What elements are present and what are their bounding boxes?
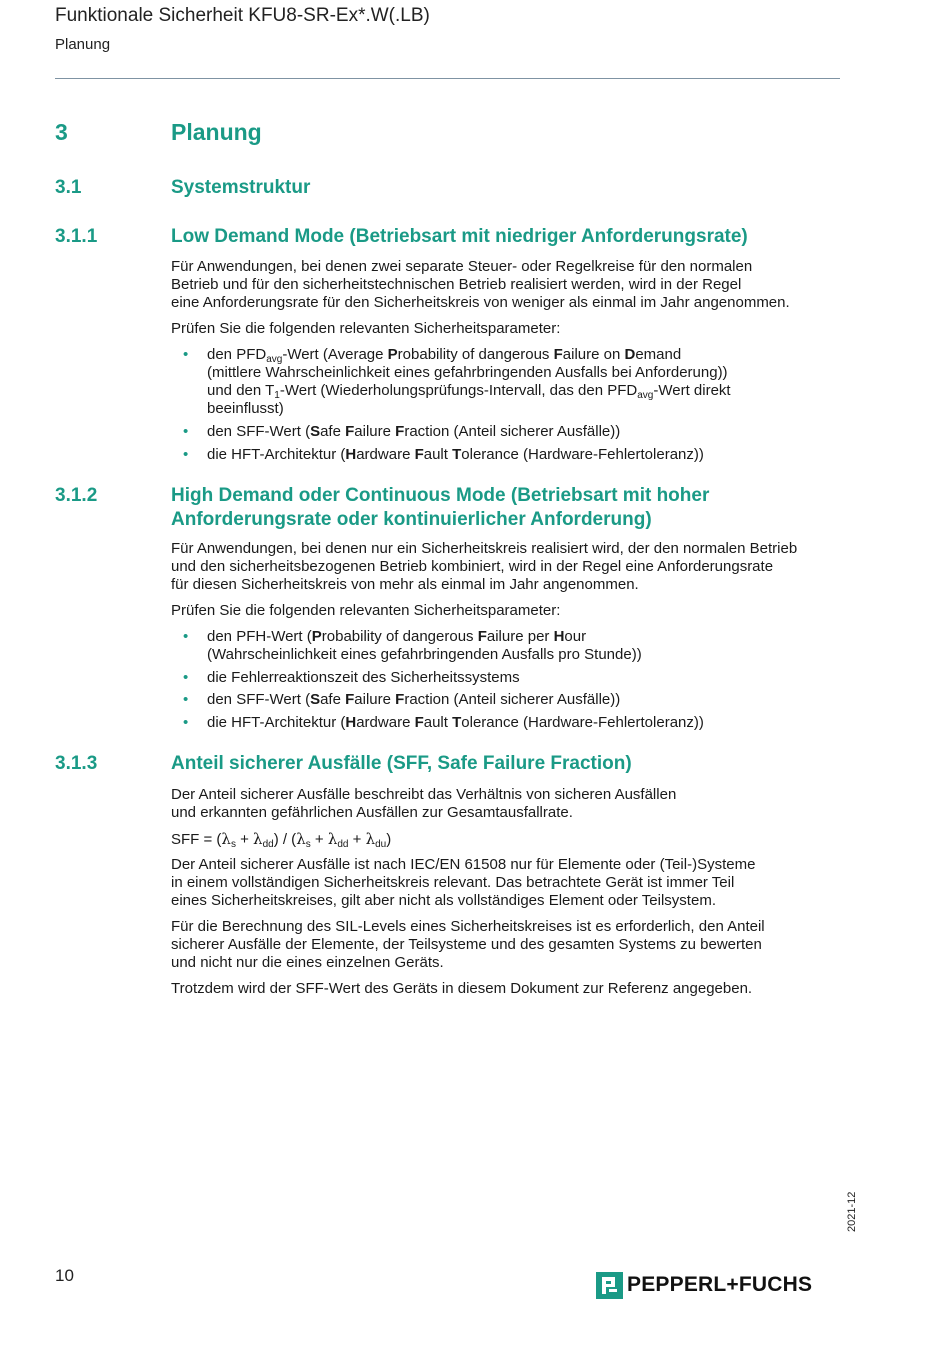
paragraph-3-1-2-intro: Für Anwendungen, bei denen nur ein Sicherheitskreis realisiert wird, der den normalen Betrieb und den sicherheitsbezogenen Betrieb kombiniert, wird in der Regel eine Anforderungsrate für diesen Sicherheitskreis von mehr als einmal im Jahr angenommen. xyxy=(171,540,798,593)
bullet-icon: • xyxy=(183,628,189,645)
bullet-icon: • xyxy=(183,346,189,363)
paragraph-3-1-1-intro: Für Anwendungen, bei denen zwei separate Steuer- oder Regelkreise für den normalen Betrieb und für den sicherheitstechnischen Betrieb realisiert werden, wird in der Regel eine Anforderungsrate für den Sicherheitskreis von weniger als einmal im Jahr angenommen. xyxy=(171,258,790,311)
page-number: 10 xyxy=(55,1266,74,1285)
sff-formula: SFF = $(\lambda_s + \lambda_{dd}) / (\lambda_s + \lambda_{dd} + \lambda_{du})$ xyxy=(171,830,392,850)
heading-3-title: Planung xyxy=(171,119,262,145)
heading-3-1-2-title-line1: High Demand oder Continuous Mode (Betriebsart mit hoher xyxy=(171,485,710,506)
heading-3-1-3-number: 3.1.3 xyxy=(55,753,98,774)
paragraph-3-1-3-intro: Der Anteil sicherer Ausfälle beschreibt das Verhältnis von sicheren Ausfällen und erkannten gefährlichen Ausfällen zur Gesamtausfallrate. xyxy=(171,786,677,821)
header-divider xyxy=(55,78,840,79)
heading-3-1-2-number: 3.1.2 xyxy=(55,485,98,506)
paragraph-3-1-2-check: Prüfen Sie die folgenden relevanten Sicherheitsparameter: xyxy=(171,602,561,619)
bullet-icon: • xyxy=(183,714,189,731)
heading-3-1-number: 3.1 xyxy=(55,177,82,198)
paragraph-3-1-3-sil: Für die Berechnung des SIL-Levels eines Sicherheitskreises ist es erforderlich, den Anteil sicherer Ausfälle der Elemente, der Teilsysteme und des gesamten Systems zu bewerten und nicht nur die eines einzelnen Geräts. xyxy=(171,918,765,971)
heading-3-1-title: Systemstruktur xyxy=(171,177,311,198)
heading-3-1-2-title-line2: Anforderungsrate oder kontinuierlicher Anforderung) xyxy=(171,509,652,530)
heading-3-1-1-title: Low Demand Mode (Betriebsart mit niedriger Anforderungsrate) xyxy=(171,226,748,247)
heading-3-1-1-number: 3.1.1 xyxy=(55,226,98,247)
paragraph-3-1-3-reference: Trotzdem wird der SFF-Wert des Geräts in diesem Dokument zur Referenz angegeben. xyxy=(171,980,753,997)
paragraph-3-1-1-check: Prüfen Sie die folgenden relevanten Sicherheitsparameter: xyxy=(171,320,561,337)
paragraph-3-1-3-relevance: Der Anteil sicherer Ausfälle ist nach IEC/EN 61508 nur für Elemente oder (Teil-)Systeme in einem vollständigen Sicherheitskreis relevant. Das betrachtete Gerät ist immer Teil eines Sicherheitskreises, gilt aber nicht als vollständiges Element oder Teilsystem. xyxy=(171,856,756,909)
bullet-icon: • xyxy=(183,423,189,440)
bullet-icon: • xyxy=(183,446,189,463)
bullet-icon: • xyxy=(183,669,189,686)
heading-3-number: 3 xyxy=(55,119,68,145)
bullet-icon: • xyxy=(183,691,189,708)
logo-mark-icon xyxy=(596,1272,623,1299)
revision-date: 2021-12 xyxy=(846,1191,858,1232)
pepperl-fuchs-logo xyxy=(596,1270,812,1300)
logo-text: PEPPERL+FUCHS xyxy=(627,1273,813,1296)
heading-3-1-3-title: Anteil sicherer Ausfälle (SFF, Safe Failure Fraction) xyxy=(171,753,632,774)
document-title: Funktionale Sicherheit KFU8-SR-Ex*.W(.LB) xyxy=(55,5,430,26)
header-section: Planung xyxy=(55,36,111,53)
